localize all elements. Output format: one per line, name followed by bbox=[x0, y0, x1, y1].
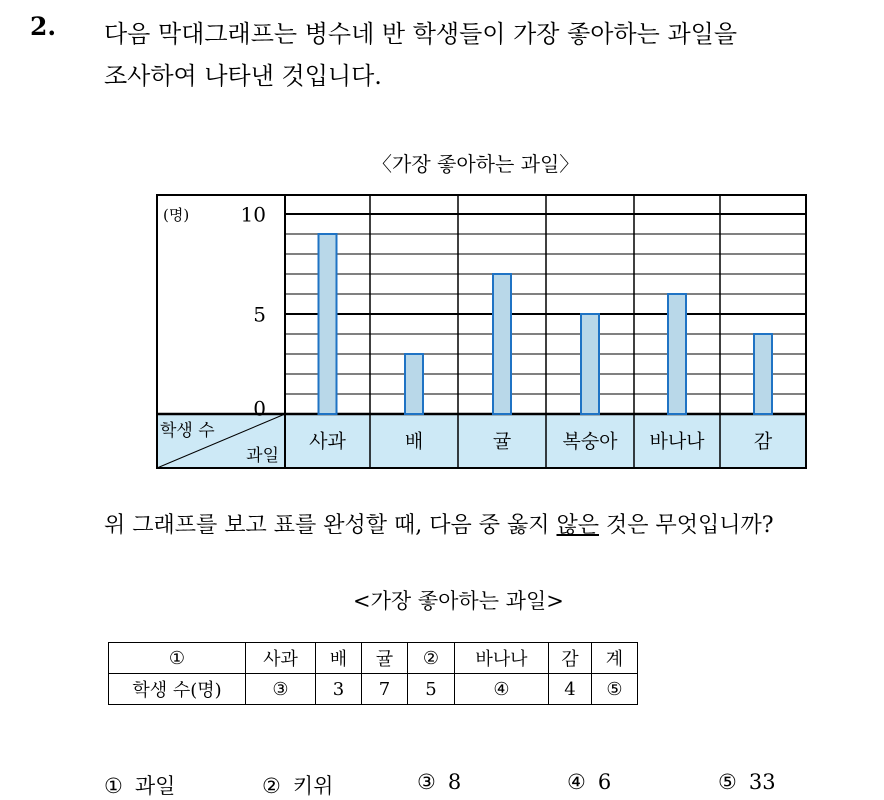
question-number: 2. bbox=[30, 12, 57, 41]
y-tick-label: 10 bbox=[240, 202, 266, 227]
choice-text: 33 bbox=[748, 770, 776, 794]
table-cell: 7 bbox=[362, 674, 408, 705]
table-cell: 배 bbox=[316, 643, 362, 674]
table-cell: 5 bbox=[408, 674, 455, 705]
table-cell: 바나나 bbox=[455, 643, 549, 674]
table-header-row bbox=[109, 643, 638, 674]
table-cell: ③ bbox=[246, 674, 316, 705]
chart-title: 〈가장 좋아하는 과일〉 bbox=[372, 152, 580, 176]
subquestion-before: 위 그래프를 보고 표를 완성할 때, 다음 중 옳지 bbox=[104, 513, 557, 538]
table-cell: ④ bbox=[455, 674, 549, 705]
fruit-table bbox=[108, 642, 638, 705]
bar-배 bbox=[405, 354, 423, 414]
category-label: 귤 bbox=[492, 430, 512, 453]
choice-text: 6 bbox=[597, 770, 612, 794]
y-tick-label: 5 bbox=[253, 302, 266, 327]
choice-mark: ② bbox=[262, 774, 281, 798]
bar-사과 bbox=[319, 234, 337, 414]
corner-label-bottom: 과일 bbox=[246, 446, 279, 466]
table-cell: 사과 bbox=[246, 643, 316, 674]
category-label: 배 bbox=[404, 430, 424, 453]
choice-3[interactable] bbox=[417, 770, 461, 794]
y-unit-label: (명) bbox=[163, 206, 190, 224]
subquestion-text bbox=[104, 508, 774, 539]
y-tick-label: 0 bbox=[253, 396, 266, 421]
category-label: 감 bbox=[753, 430, 773, 453]
subquestion-after: 것은 무엇입니까? bbox=[599, 513, 774, 538]
bar-감 bbox=[754, 334, 772, 414]
choice-4[interactable] bbox=[567, 770, 611, 794]
choice-text: 8 bbox=[447, 770, 462, 794]
question-text-line-2: 조사하여 나타낸 것입니다. bbox=[104, 62, 382, 90]
choice-2[interactable] bbox=[262, 770, 333, 800]
question-text-line-1: 다음 막대그래프는 병수네 반 학생들이 가장 좋아하는 과일을 bbox=[104, 20, 738, 48]
table-cell: 계 bbox=[592, 643, 638, 674]
choice-5[interactable] bbox=[718, 770, 776, 794]
corner-label-top: 학생 수 bbox=[160, 421, 215, 441]
bar-복숭아 bbox=[581, 314, 599, 414]
choice-mark: ③ bbox=[417, 770, 436, 794]
table-data-row bbox=[109, 674, 638, 705]
category-label: 사과 bbox=[309, 430, 346, 453]
table-cell: 학생 수(명) bbox=[109, 674, 246, 705]
table-cell: 3 bbox=[316, 674, 362, 705]
choice-mark: ④ bbox=[567, 770, 586, 794]
choice-1[interactable] bbox=[104, 770, 175, 800]
table-cell: ⑤ bbox=[592, 674, 638, 705]
table-cell: 귤 bbox=[362, 643, 408, 674]
category-label: 복숭아 bbox=[562, 430, 618, 453]
table-title: <가장 좋아하는 과일> bbox=[353, 589, 564, 613]
category-label: 바나나 bbox=[649, 430, 705, 453]
subquestion-underlined: 않은 bbox=[556, 513, 599, 538]
table-cell: 감 bbox=[549, 643, 592, 674]
table-cell: ② bbox=[408, 643, 455, 674]
choice-mark: ① bbox=[104, 774, 123, 798]
choice-text: 과일 bbox=[134, 774, 176, 798]
table-cell: ① bbox=[109, 643, 246, 674]
choice-text: 키위 bbox=[292, 774, 334, 798]
table-cell: 4 bbox=[549, 674, 592, 705]
bar-귤 bbox=[493, 274, 511, 414]
bar-바나나 bbox=[668, 294, 686, 414]
choice-mark: ⑤ bbox=[718, 770, 737, 794]
answer-choices bbox=[0, 770, 884, 800]
